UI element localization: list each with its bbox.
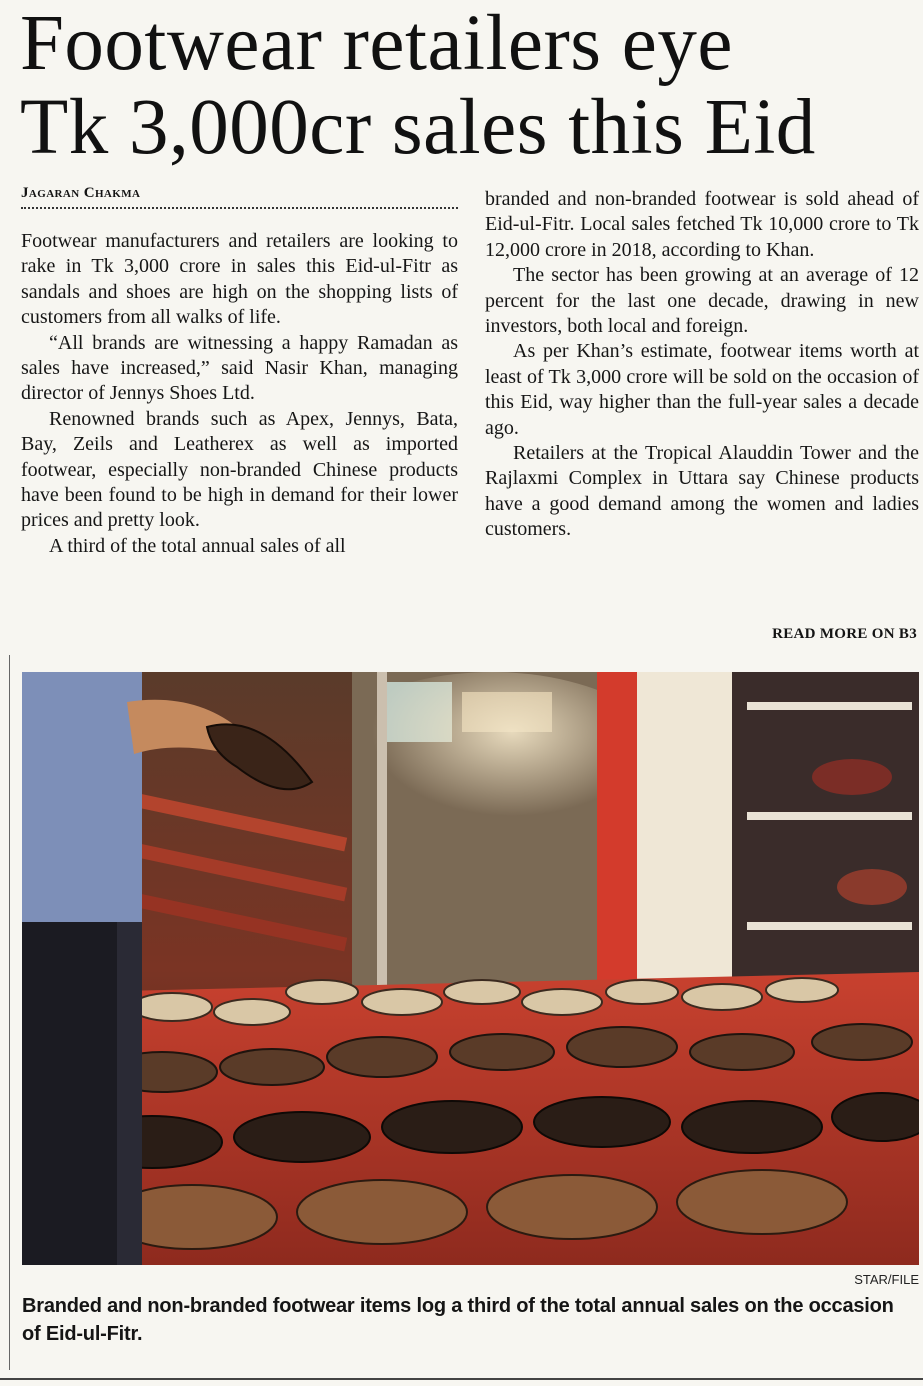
article-column-1 — [21, 229, 458, 559]
bottom-rule — [0, 1378, 923, 1380]
paragraph: The sector has been growing at an average of 12 percent for the last one decade, drawing in new investors, both local and foreign. — [485, 264, 919, 338]
photo-credit: STAR/FILE — [854, 1272, 919, 1287]
headline-line-1: Footwear retailers eye — [20, 0, 733, 87]
paragraph: Renowned brands such as Apex, Jennys, Bata, Bay, Zeils and Leatherex as well as imported footwear, especially non-branded Chinese products have been found to be high in demand for their lower prices and pretty look. — [21, 407, 458, 532]
paragraph: branded and non-branded footwear is sold ahead of Eid-ul-Fitr. Local sales fetched Tk 10,000 crore to Tk 12,000 crore in 2018, according to Khan. — [485, 188, 919, 261]
paragraph: A third of the total annual sales of all — [49, 534, 346, 557]
paragraph: Retailers at the Tropical Alauddin Tower and the Rajlaxmi Complex in Uttara say Chinese products have a good demand among the women and ladies customers. — [485, 442, 919, 541]
shoe-store-photo — [22, 672, 919, 1265]
article-column-2 — [485, 187, 919, 543]
headline — [20, 2, 920, 170]
photo-caption: Branded and non-branded footwear items log a third of the total annual sales on the occasion of Eid-ul-Fitr. — [22, 1295, 894, 1345]
byline: Jagaran Chakma — [21, 185, 141, 201]
column-rule — [9, 655, 10, 1370]
paragraph: “All brands are witnessing a happy Ramadan as sales have increased,” said Nasir Khan, managing director of Jennys Shoes Ltd. — [21, 331, 458, 405]
paragraph: Footwear manufacturers and retailers are looking to rake in Tk 3,000 crore in sales this Eid-ul-Fitr as sandals and shoes are high on the shopping lists of customers from all walks of life. — [21, 230, 458, 329]
headline-line-2: Tk 3,000cr sales this Eid — [20, 84, 816, 171]
byline-divider — [21, 207, 458, 209]
read-more-link[interactable]: READ MORE ON B3 — [772, 626, 917, 642]
news-photo — [22, 672, 919, 1265]
paragraph: As per Khan’s estimate, footwear items worth at least of Tk 3,000 crore will be sold on the occasion of this Eid, way higher than the full-year sales a decade ago. — [485, 340, 919, 439]
